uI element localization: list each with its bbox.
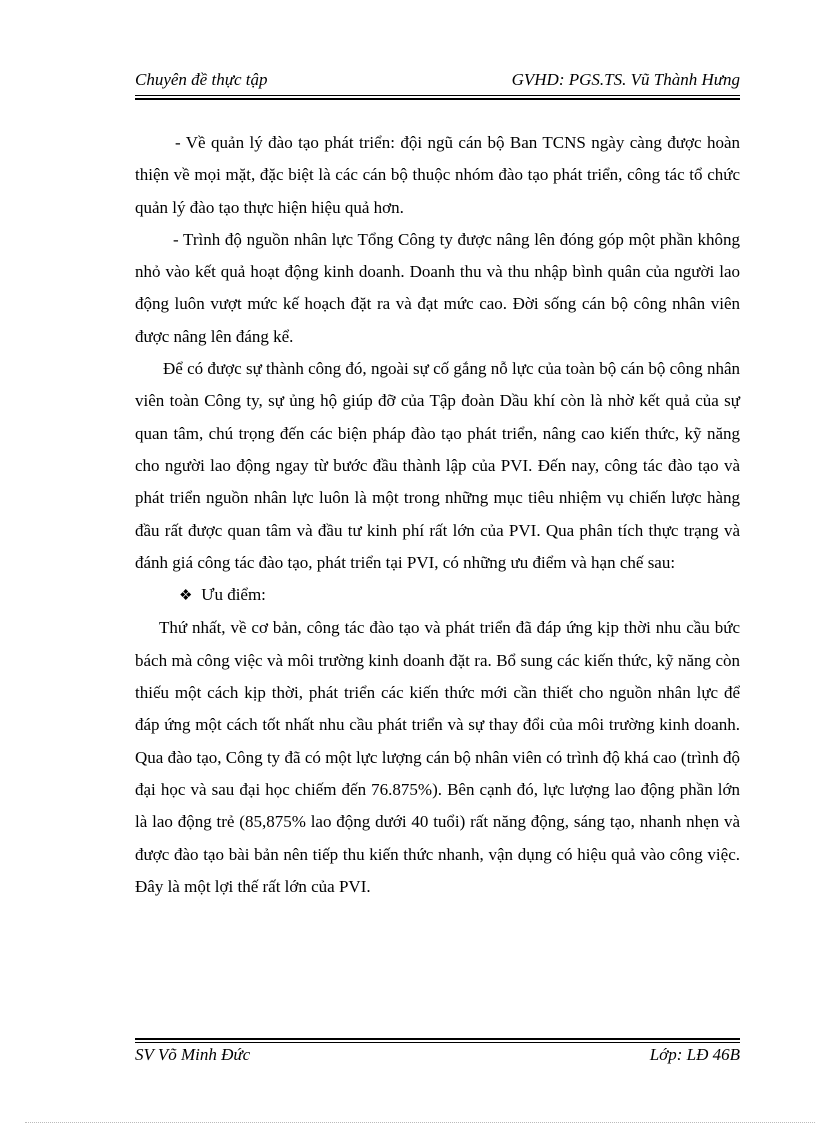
header-title: Chuyên đề thực tập bbox=[135, 70, 268, 89]
header-rule-thick bbox=[135, 98, 740, 100]
footer-class: Lớp: LĐ 46B bbox=[649, 1045, 740, 1064]
footer-rule-thick bbox=[135, 1038, 740, 1040]
advantages-heading-text: Ưu điểm: bbox=[201, 585, 266, 605]
page-header bbox=[135, 68, 740, 94]
footer-student: SV Võ Minh Đức bbox=[135, 1045, 251, 1064]
page-footer bbox=[135, 1043, 740, 1069]
paragraph-first-advantage: Thứ nhất, về cơ bản, công tác đào tạo và phát triển đã đáp ứng kịp thời nhu cầu bức bách mà công việc và môi trường kinh doanh đặt ra. Bổ sung các kiến thức, kỹ năng còn thiếu một cách kịp thời, phát triển các kiến thức mới cần thiết cho nguồn nhân lực để đáp ứng một cách tốt nhất nhu cầu phát triển và sự thay đổi của môi trường kinh doanh. Qua đào tạo, Công ty đã có một lực lượng cán bộ nhân viên có trình độ khá cao (trình độ đại học và sau đại học chiếm đến 76.875%). Bên cạnh đó, lực lượng lao động phần lớn là lao động trẻ (85,875% lao động dưới 40 tuổi) rất năng động, sáng tạo, nhanh nhẹn và được đào tạo bài bản nên tiếp thu kiến thức nhanh, vận dụng có hiệu quả vào công việc. Đây là một lợi thế rất lớn của PVI. bbox=[135, 618, 740, 896]
paragraph-workforce-level: - Trình độ nguồn nhân lực Tổng Công ty được nâng lên đóng góp một phần không nhỏ vào kết quả hoạt động kinh doanh. Doanh thu và thu nhập bình quân của người lao động luôn vượt mức kế hoạch đặt ra và đạt mức cao. Đời sống cán bộ công nhân viên được nâng lên đáng kể. bbox=[135, 229, 740, 346]
paragraph-success-factors: Để có được sự thành công đó, ngoài sự cố gắng nỗ lực của toàn bộ cán bộ công nhân viên toàn Công ty, sự ủng hộ giúp đỡ của Tập đoàn Dầu khí còn là nhờ kết quả của sự quan tâm, chú trọng đến các biện pháp đào tạo phát triển, nâng cao kiến thức, kỹ năng cho người lao động ngay từ bước đầu thành lập của PVI. Đến nay, công tác đào tạo và phát triển nguồn nhân lực luôn là một trong những mục tiêu nhiệm vụ chiến lược hàng đầu rất được quan tâm và đầu tư kinh phí rất lớn của PVI. Qua phân tích thực trạng và đánh giá công tác đào tạo, phát triển tại PVI, có những ưu điểm và hạn chế sau: bbox=[135, 359, 740, 572]
header-rule-thin bbox=[135, 95, 740, 96]
diamond-bullet-icon: ❖ bbox=[179, 588, 193, 605]
paragraph-training-management: - Về quản lý đào tạo phát triển: đội ngũ cán bộ Ban TCNS ngày càng được hoàn thiện về mọi mặt, đặc biệt là các cán bộ thuộc nhóm đào tạo phát triển, công tác tổ chức quản lý đào tạo thực hiện hiệu quả hơn. bbox=[135, 133, 740, 217]
page-body bbox=[135, 127, 740, 903]
advantages-heading bbox=[135, 579, 740, 612]
header-supervisor: GVHD: PGS.TS. Vũ Thành Hưng bbox=[511, 70, 740, 89]
